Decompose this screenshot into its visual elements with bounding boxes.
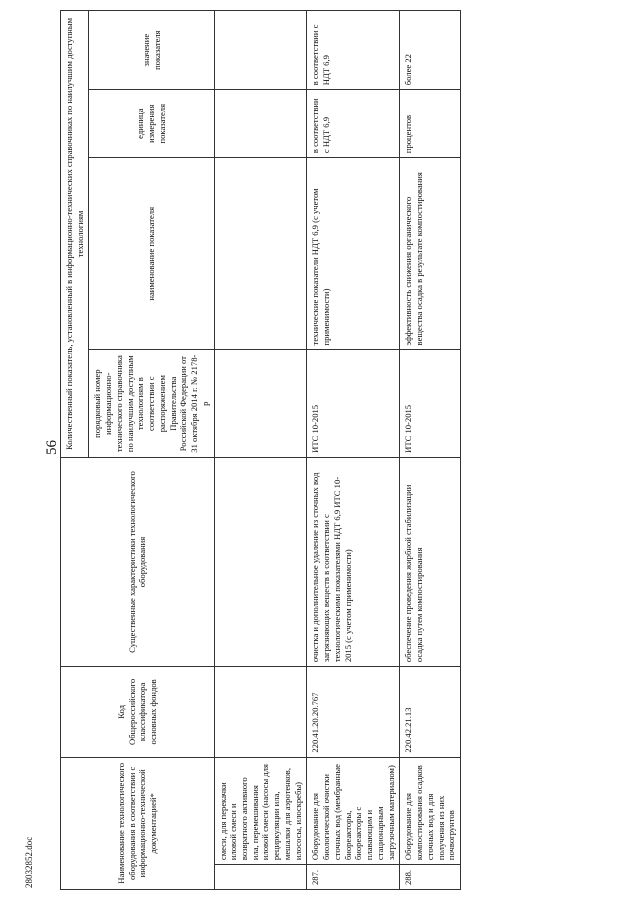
header-name: Наименование технологического оборудования в соответствии с информационно-технической документацией* [61,757,215,889]
row-code: 220.42.21.13 [400,667,461,757]
header-ref: порядковый номер информационно-технического справочника по наилучшим доступным технологиям в соответствии с распоряжением Правительства Российской Федерации от 31 октября 2014 г. № 2178-р [89,350,214,457]
row-name: Оборудование для биологической очистки сточных вод (мембранные биореакторы, биореакторы с плавающим и стационарным загрузочным материалом) [307,757,400,864]
row-num: 288. [400,865,461,890]
row-value: более 22 [400,11,461,90]
row-name: Оборудование для компостирования осадков сточных вод и для получения из них почвогрунтов [400,757,461,864]
row-value: в соответствии с НДТ 6,9 [307,11,400,90]
header-indicator: наименование показателя [89,158,214,350]
footer-doc-name: 28032852.doc [24,836,34,888]
header-unit: единица измерения показателя [89,90,214,158]
row-characteristics: очистка и дополнительное удаление из сточных вод загрязняющих веществ в соответствии с технологическими показателями НДТ 6,9 ИТС 10-2015 (с учетом применимости) [307,457,400,666]
equipment-table [60,10,461,890]
header-code: Код Общероссийского классификатора основных фондов [61,667,215,757]
row-unit: в соответствии с НДТ 6,9 [307,90,400,158]
header-quant-group: Количественный показатель, установленный в информационно-технических справочниках по наилучшим доступным технологиям [61,11,89,458]
table-row [400,11,461,890]
rotated-table-container [60,10,600,890]
row-indicator: технические показатели НДТ 6,9 (с учетом применимости) [307,158,400,350]
row-indicator: эффективность снижения органического вещества осадка в результате компостирования [400,158,461,350]
header-characteristics: Существенные характеристики технологического оборудования [61,457,215,666]
row-ref: ИТС 10-2015 [400,350,461,457]
page-number: 56 [44,440,60,455]
row-ref: ИТС 10-2015 [307,350,400,457]
row-characteristics: обеспечение проведения жирбной стабилизации осадка путем компостирования [400,457,461,666]
row-code: 220.41.20.20.767 [307,667,400,757]
continuation-text: смеси, для перекачки иловой смеси и возвратного активного ила, перемешивания иловой смеси (насосы для рециркуляции ила, мешалки для аэротенков, илососы, илоскребы) [214,757,307,864]
header-value: значение показателя [89,11,214,90]
table-row [214,11,307,890]
table-row [307,11,400,890]
row-num: 287. [307,865,400,890]
row-unit: процентов [400,90,461,158]
